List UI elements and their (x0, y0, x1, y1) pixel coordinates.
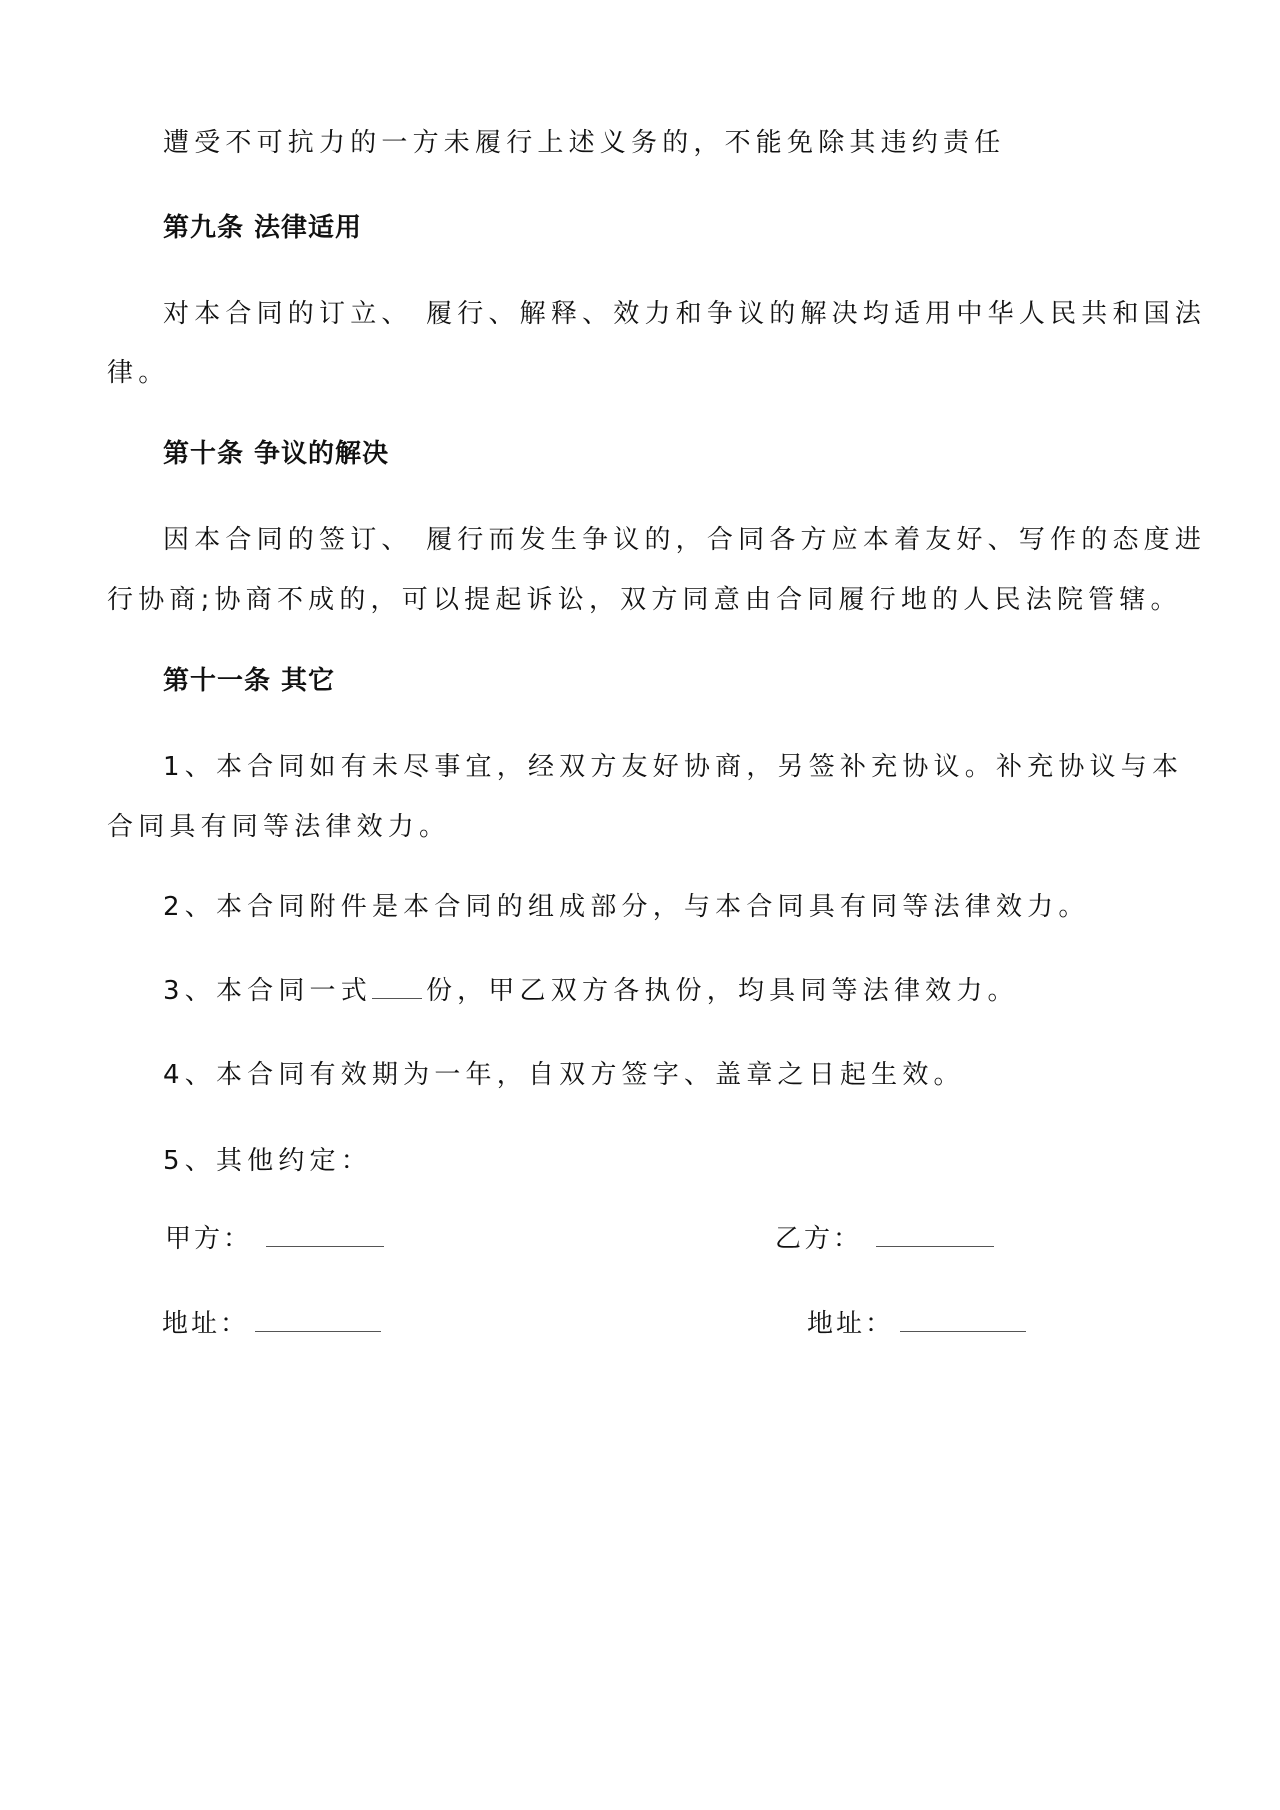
article-9-body-line-1: 对本合同的订立、 履行、解释、效力和争议的解决均适用中华人民共和国法 (163, 299, 1207, 329)
party-b-signature (775, 1222, 994, 1256)
article-11-heading: 第十一条 其它 (163, 666, 336, 696)
article-10-heading: 第十条 争议的解决 (163, 439, 390, 469)
article-9-heading: 第九条 法律适用 (163, 213, 363, 243)
party-b-address (807, 1307, 1026, 1341)
party-a-signature (165, 1222, 384, 1256)
article-10-body-line-2: 行协商;协商不成的，可以提起诉讼，双方同意由合同履行地的人民法院管辖。 (107, 585, 1182, 615)
copies-count-blank[interactable] (372, 974, 422, 999)
party-a-blank[interactable] (266, 1222, 384, 1247)
article-11-item-3 (163, 974, 1019, 1008)
party-a-address (162, 1307, 381, 1341)
address-a-blank[interactable] (255, 1307, 381, 1332)
address-b-blank[interactable] (900, 1307, 1026, 1332)
article-11-item-1-line-1: 1、本合同如有未尽事宜，经双方友好协商，另签补充协议。补充协议与本 (163, 752, 1184, 782)
article-11-item-2: 2、本合同附件是本合同的组成部分，与本合同具有同等法律效力。 (163, 892, 1090, 922)
article-11-item-4: 4、本合同有效期为一年，自双方签字、盖章之日起生效。 (163, 1060, 965, 1090)
party-a-label: 甲方： (165, 1224, 253, 1254)
force-majeure-paragraph: 遭受不可抗力的一方未履行上述义务的，不能免除其违约责任 (163, 128, 1006, 158)
article-9-body-line-2: 律。 (107, 358, 170, 388)
item-3-suffix: 份，甲乙双方各执份，均具同等法律效力。 (425, 976, 1019, 1006)
address-b-label: 地址： (807, 1309, 895, 1339)
party-b-blank[interactable] (876, 1222, 994, 1247)
article-11-item-1-line-2: 合同具有同等法律效力。 (107, 812, 451, 842)
item-3-prefix: 3、本合同一式 (163, 976, 372, 1006)
party-b-label: 乙方： (775, 1224, 863, 1254)
address-a-label: 地址： (162, 1309, 250, 1339)
article-11-item-5: 5、其他约定： (163, 1146, 372, 1176)
article-10-body-line-1: 因本合同的签订、 履行而发生争议的，合同各方应本着友好、写作的态度进 (163, 525, 1207, 555)
